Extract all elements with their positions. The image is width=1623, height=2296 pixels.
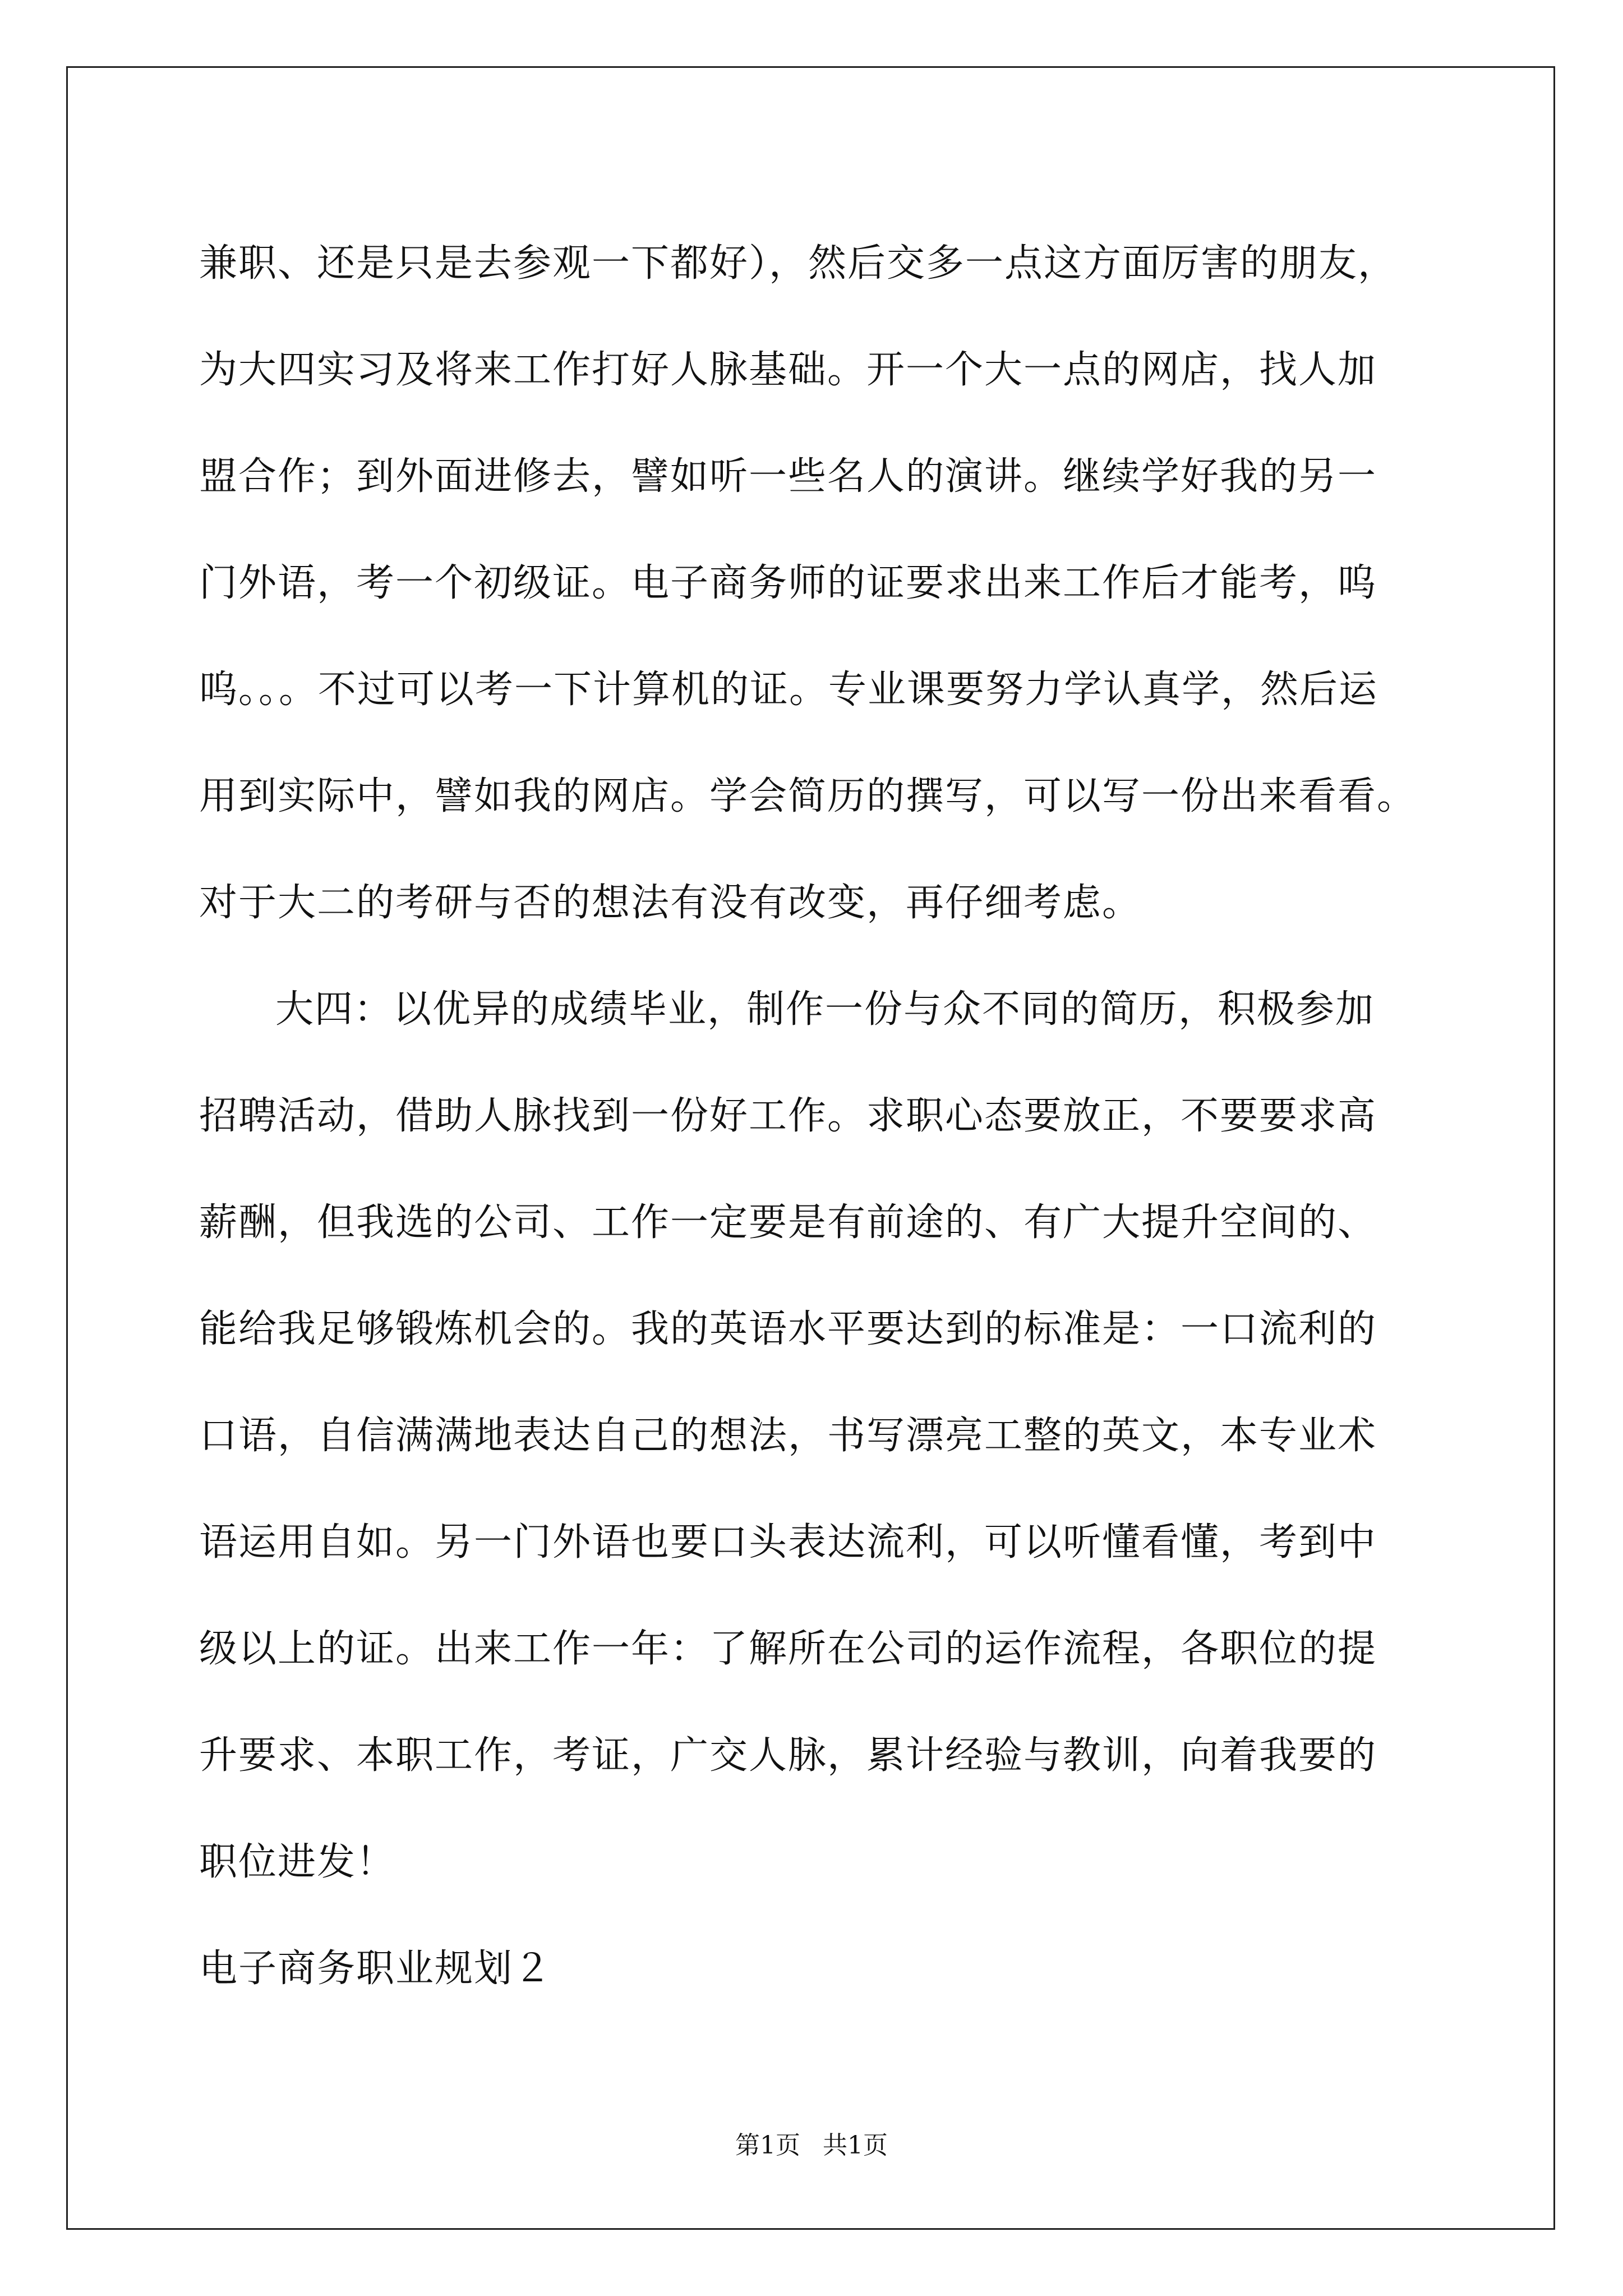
body-line: 用到实际中，譬如我的网店。学会简历的撰写，可以写一份出来看看。 [199,774,1417,818]
body-line: 对于大二的考研与否的想法有没有改变，再仔细考虑。 [199,881,1142,925]
paragraph-start-line: 大四：以优异的成绩毕业，制作一份与众不同的简历，积极参加 [275,987,1375,1032]
page-footer [0,2129,1623,2162]
body-line: 升要求、本职工作，考证，广交人脉，累计经验与教训，向着我要的 [199,1733,1377,1778]
body-line: 能给我足够锻炼机会的。我的英语水平要达到的标准是：一口流利的 [199,1307,1377,1351]
body-line: 职位进发！ [199,1840,396,1884]
body-line: 为大四实习及将来工作打好人脉基础。开一个大一点的网店，找人加 [199,348,1377,392]
document-body [199,210,1444,2022]
page-total: 共1页 [823,2131,888,2160]
body-line: 薪酬，但我选的公司、工作一定要是有前途的、有广大提升空间的、 [199,1200,1377,1245]
body-line: 门外语，考一个初级证。电子商务师的证要求出来工作后才能考，呜 [199,561,1377,605]
body-line: 口语，自信满满地表达自己的想法，书写漂亮工整的英文，本专业术 [199,1414,1377,1458]
body-line: 级以上的证。出来工作一年：了解所在公司的运作流程，各职位的提 [199,1627,1377,1671]
body-line: 呜。。。不过可以考一下计算机的证。专业课要努力学认真学，然后运 [199,668,1378,712]
body-line: 招聘活动，借助人脉找到一份好工作。求职心态要放正，不要要求高 [199,1094,1377,1138]
body-line: 语运用自如。另一门外语也要口头表达流利，可以听懂看懂，考到中 [199,1520,1377,1565]
body-line: 盟合作；到外面进修去，譬如听一些名人的演讲。继续学好我的另一 [199,454,1377,499]
section-heading: 电子商务职业规划２ [199,1947,553,1991]
body-line: 兼职、还是只是去参观一下都好），然后交多一点这方面厉害的朋友， [199,241,1398,286]
page-number: 第1页 [735,2131,800,2160]
